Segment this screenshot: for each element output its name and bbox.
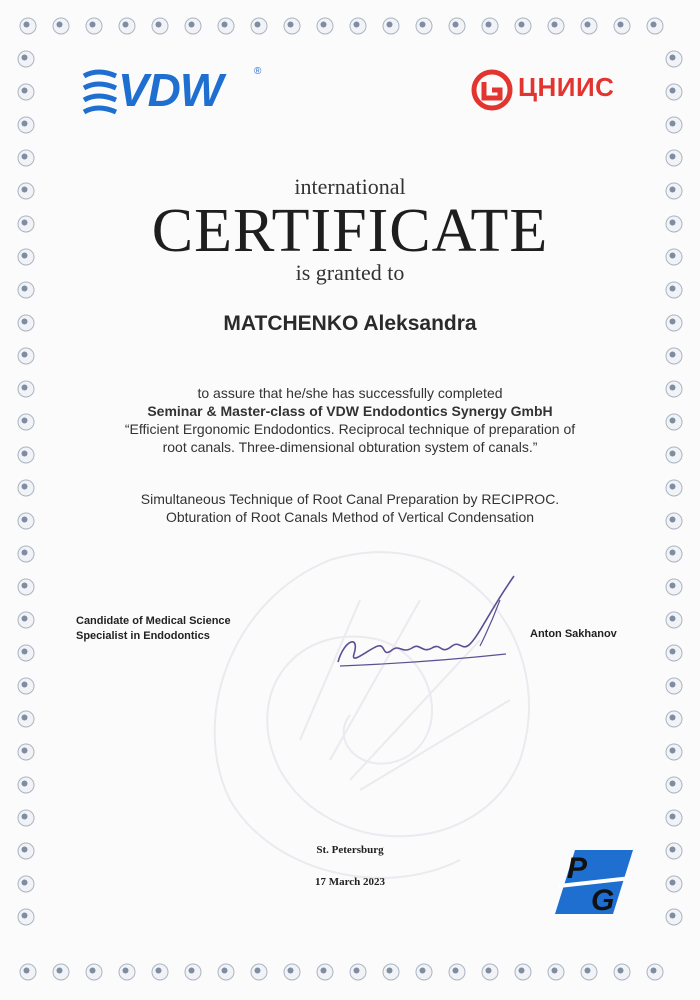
title-granted: is granted to	[295, 260, 405, 285]
pg-logo-icon	[545, 848, 635, 916]
body-line-6: Obturation of Root Canals Method of Vertical Condensation	[165, 509, 535, 525]
issue-place: St. Petersburg	[316, 844, 384, 856]
recipient-name: MATCHENKO Aleksandra	[223, 312, 477, 335]
registered-mark: ®	[254, 66, 262, 77]
certificate-title: CERTIFICATE	[151, 197, 549, 265]
signatory-name: Anton Sakhanov	[530, 628, 617, 640]
handwritten-signature-icon	[330, 570, 520, 680]
cnis-logo-text: ЦНИИС	[518, 72, 615, 102]
svg-text:G: G	[591, 884, 615, 916]
body-line-1: to assure that he/she has successfully completed	[197, 385, 503, 401]
issue-date: 17 March 2023	[314, 876, 386, 888]
svg-text:P: P	[567, 852, 588, 885]
signatory-title	[76, 614, 231, 644]
body-line-4: root canals. Three-dimensional obturation system of canals.”	[162, 439, 538, 455]
vdw-logo	[80, 62, 270, 118]
body-line-2: Seminar & Master-class of VDW Endodontics Synergy GmbH	[147, 403, 553, 419]
cnis-logo	[470, 66, 640, 116]
body-line-3: “Efficient Ergonomic Endodontics. Reciprocal technique of preparation of	[124, 421, 576, 437]
body-line-5: Simultaneous Technique of Root Canal Preparation by RECIPROC.	[140, 491, 560, 507]
signatory-title-line-2: Specialist in Endodontics	[76, 630, 210, 642]
cnis-emblem-icon	[470, 68, 516, 114]
vdw-waves-icon	[80, 62, 120, 118]
signatory-title-line-1: Candidate of Medical Science	[76, 615, 231, 627]
vdw-logo-text: VDW	[118, 64, 223, 116]
title-international: international	[294, 174, 406, 199]
